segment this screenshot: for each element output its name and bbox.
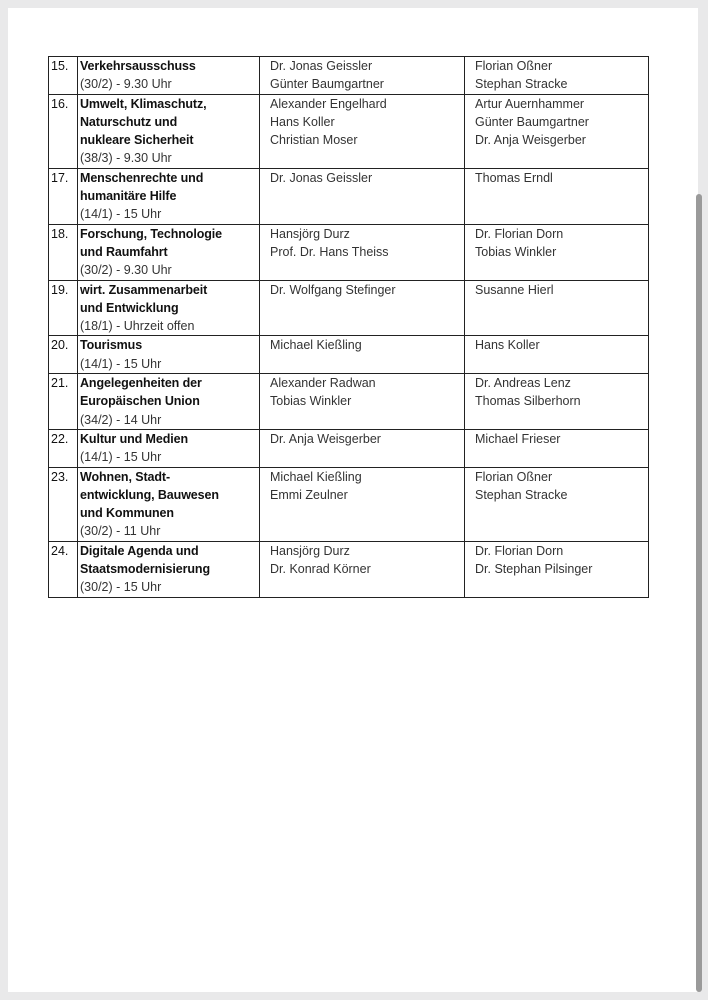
member-name: Dr. Wolfgang Stefinger (270, 282, 396, 297)
deputies-cell (465, 336, 649, 374)
table-row (49, 168, 649, 224)
member-name: Stephan Stracke (475, 77, 568, 92)
row-number: 23. (49, 467, 78, 541)
member-name: Günter Baumgartner (270, 77, 384, 92)
committee-meta: (30/2) - 9.30 Uhr (80, 77, 172, 92)
member-name: Tobias Winkler (270, 394, 352, 409)
row-number: 21. (49, 374, 78, 430)
committee-cell (78, 467, 260, 541)
table-row (49, 94, 649, 168)
deputies-cell (465, 168, 649, 224)
member-name: Prof. Dr. Hans Theiss (270, 244, 389, 259)
committee-meta: (34/2) - 14 Uhr (80, 412, 162, 427)
committee-name: und Entwicklung (80, 300, 179, 315)
scrollbar[interactable] (696, 194, 702, 992)
deputies-cell (465, 374, 649, 430)
committee-name: Angelegenheiten der (80, 376, 202, 391)
committee-cell (78, 168, 260, 224)
table-row (49, 280, 649, 336)
table-row (49, 541, 649, 597)
member-name: Emmi Zeulner (270, 487, 348, 502)
member-name: Dr. Anja Weisgerber (475, 133, 586, 148)
committee-meta: (14/1) - 15 Uhr (80, 356, 162, 371)
member-name: Hans Koller (475, 338, 540, 353)
committee-name: nukleare Sicherheit (80, 133, 194, 148)
committee-name: Umwelt, Klimaschutz, (80, 96, 207, 111)
row-number: 18. (49, 224, 78, 280)
deputies-cell (465, 467, 649, 541)
row-number: 24. (49, 541, 78, 597)
committee-name: Digitale Agenda und (80, 543, 199, 558)
committee-meta: (14/1) - 15 Uhr (80, 450, 162, 465)
committee-cell (78, 429, 260, 467)
committee-meta: (18/1) - Uhrzeit offen (80, 319, 195, 334)
member-name: Günter Baumgartner (475, 114, 589, 129)
table-row (49, 336, 649, 374)
document-page (8, 8, 698, 992)
members-cell (260, 57, 465, 95)
committee-name: Menschenrechte und (80, 170, 204, 185)
member-name: Stephan Stracke (475, 487, 568, 502)
row-number: 17. (49, 168, 78, 224)
deputies-cell (465, 94, 649, 168)
table-row (49, 467, 649, 541)
table-row (49, 57, 649, 95)
member-name: Dr. Florian Dorn (475, 226, 564, 241)
committee-name: humanitäre Hilfe (80, 189, 177, 204)
committee-meta: (38/3) - 9.30 Uhr (80, 151, 172, 166)
members-cell (260, 168, 465, 224)
committee-name: Forschung, Technologie (80, 226, 223, 241)
row-number: 22. (49, 429, 78, 467)
deputies-cell (465, 429, 649, 467)
committee-meta: (14/1) - 15 Uhr (80, 207, 162, 222)
committee-name: Naturschutz und (80, 114, 178, 129)
member-name: Michael Kießling (270, 469, 362, 484)
member-name: Michael Frieser (475, 431, 561, 446)
committee-name: entwicklung, Bauwesen (80, 487, 219, 502)
committee-name: Europäischen Union (80, 394, 200, 409)
committee-meta: (30/2) - 11 Uhr (80, 524, 161, 539)
committee-name: und Kommunen (80, 506, 174, 521)
row-number: 19. (49, 280, 78, 336)
member-name: Dr. Jonas Geissler (270, 170, 373, 185)
member-name: Dr. Stephan Pilsinger (475, 562, 593, 577)
committee-cell (78, 224, 260, 280)
member-name: Dr. Jonas Geissler (270, 59, 373, 73)
committee-table (48, 56, 649, 598)
members-cell (260, 224, 465, 280)
row-number: 15. (49, 57, 78, 95)
deputies-cell (465, 541, 649, 597)
member-name: Thomas Erndl (475, 170, 553, 185)
row-number: 16. (49, 94, 78, 168)
member-name: Dr. Anja Weisgerber (270, 431, 381, 446)
member-name: Alexander Engelhard (270, 96, 387, 111)
committee-cell (78, 541, 260, 597)
member-name: Tobias Winkler (475, 244, 557, 259)
member-name: Thomas Silberhorn (475, 394, 581, 409)
committee-cell (78, 94, 260, 168)
members-cell (260, 280, 465, 336)
committee-cell (78, 374, 260, 430)
member-name: Christian Moser (270, 133, 358, 148)
member-name: Hansjörg Durz (270, 226, 350, 241)
member-name: Susanne Hierl (475, 282, 554, 297)
member-name: Michael Kießling (270, 338, 362, 353)
committee-cell (78, 57, 260, 95)
members-cell (260, 429, 465, 467)
committee-cell (78, 280, 260, 336)
committee-name: Verkehrsausschuss (80, 59, 196, 73)
committee-name: Tourismus (80, 338, 143, 353)
committee-name: Kultur und Medien (80, 431, 189, 446)
members-cell (260, 374, 465, 430)
member-name: Florian Oßner (475, 469, 553, 484)
member-name: Artur Auernhammer (475, 96, 585, 111)
member-name: Hansjörg Durz (270, 543, 350, 558)
table-row (49, 374, 649, 430)
committee-name: wirt. Zusammenarbeit (80, 282, 208, 297)
members-cell (260, 467, 465, 541)
member-name: Hans Koller (270, 114, 335, 129)
committee-name: und Raumfahrt (80, 244, 168, 259)
members-cell (260, 336, 465, 374)
member-name: Dr. Florian Dorn (475, 543, 564, 558)
members-cell (260, 94, 465, 168)
member-name: Dr. Konrad Körner (270, 562, 371, 577)
row-number: 20. (49, 336, 78, 374)
deputies-cell (465, 224, 649, 280)
committee-cell (78, 336, 260, 374)
committee-name: Wohnen, Stadt- (80, 469, 171, 484)
members-cell (260, 541, 465, 597)
deputies-cell (465, 280, 649, 336)
table-row (49, 429, 649, 467)
member-name: Dr. Andreas Lenz (475, 376, 571, 391)
member-name: Alexander Radwan (270, 376, 376, 391)
table-row (49, 224, 649, 280)
committee-meta: (30/2) - 9.30 Uhr (80, 263, 172, 278)
deputies-cell (465, 57, 649, 95)
committee-name: Staatsmodernisierung (80, 562, 210, 577)
member-name: Florian Oßner (475, 59, 553, 73)
committee-meta: (30/2) - 15 Uhr (80, 580, 162, 595)
